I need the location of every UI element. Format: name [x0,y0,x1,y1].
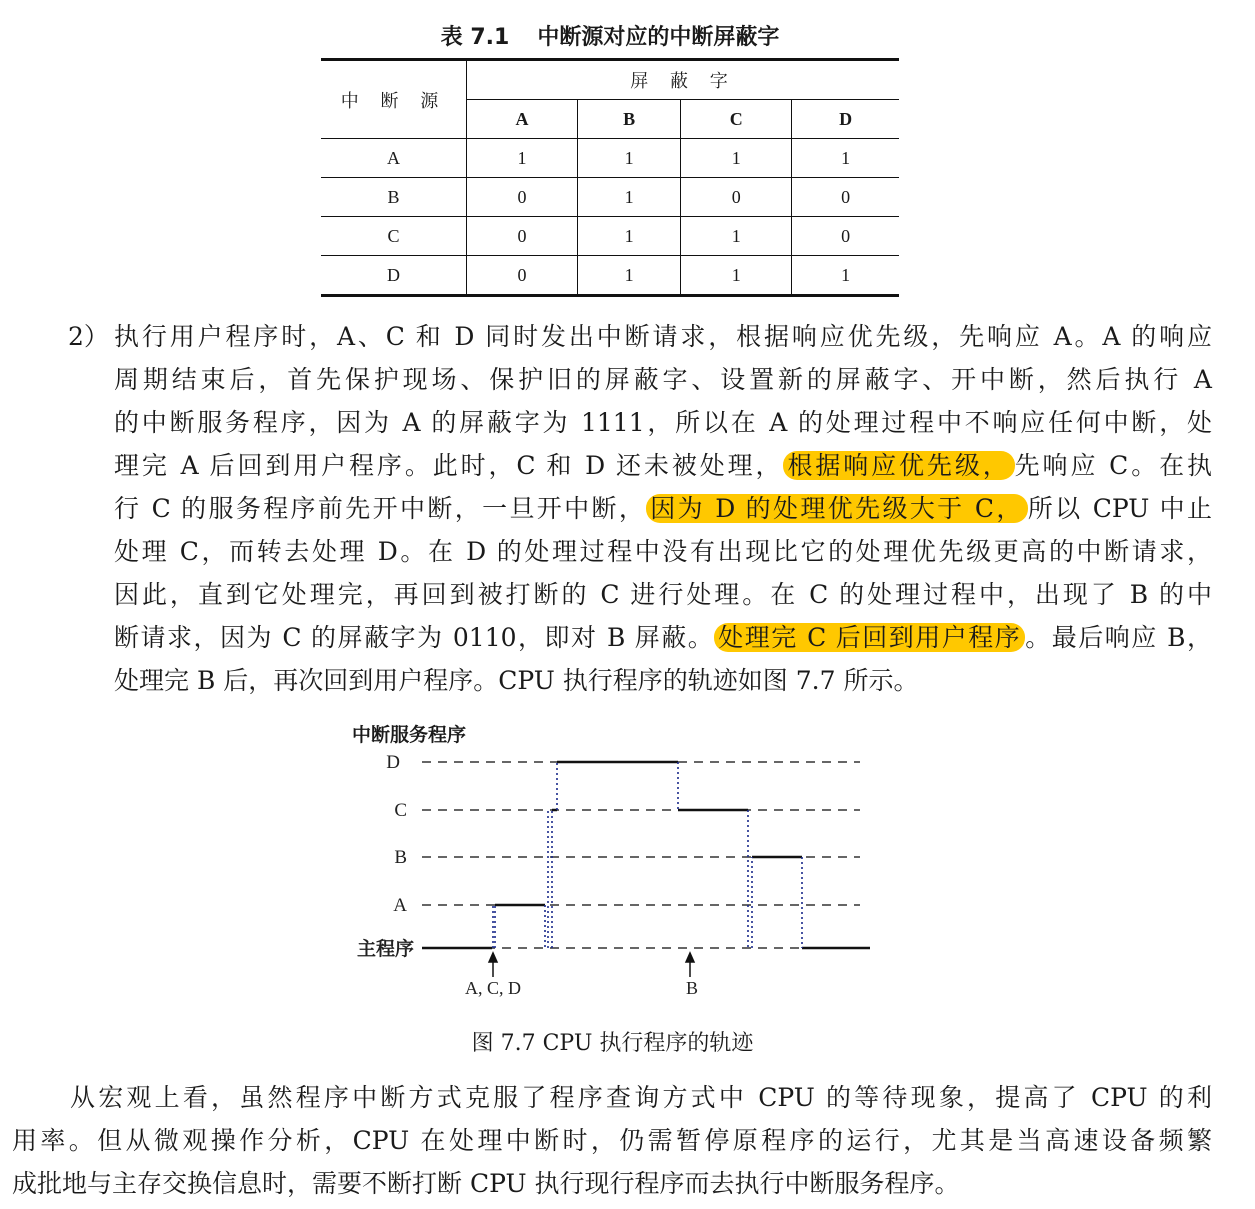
table-cell: 1 [578,139,681,178]
level-label-a: A [393,895,407,916]
highlight: 因为 D 的处理优先级大于 C， [646,494,1027,523]
table-cell: 0 [792,178,899,217]
text-segment: 先响应 C。在执 [1014,451,1213,480]
figure-caption: 图 7.7 CPU 执行程序的轨迹 [471,1031,754,1056]
paragraph-3 [12,1076,1212,1205]
text-line: 处理 C，而转去处理 D。在 D 的处理过程中没有出现比它的处理优先级更高的中断请求， [114,537,1212,566]
text-segment: 。最后响应 B， [1025,623,1213,652]
level-label-d: D [386,752,400,773]
text-line [114,487,1212,530]
table-cell: 1 [578,256,681,296]
row-source: A [321,139,467,178]
table-cell: 1 [792,256,899,296]
text-line: 处理完 B 后，再次回到用户程序。CPU 执行程序的轨迹如图 7.7 所示。 [114,666,919,695]
column-header: C [681,100,792,139]
column-header: D [792,100,899,139]
table-cell: 0 [467,178,578,217]
main-program-label: 主程序 [356,938,414,960]
text-line [114,616,1212,659]
mask-table [321,58,899,297]
table-caption [0,20,1220,51]
mask-header: 屏 蔽 字 [467,60,900,100]
source-header: 中 断 源 [321,60,467,139]
arrow-label-b: B [685,978,699,998]
text-line: 的中断服务程序，因为 A 的屏蔽字为 1111，所以在 A 的处理过程中不响应任何中断，处 [114,408,1212,437]
row-source: D [321,256,467,296]
table-cell: 0 [681,178,792,217]
table-cell: 0 [467,256,578,296]
column-header: A [467,100,578,139]
arrow-up-icon [489,953,497,962]
list-marker: 2） [68,322,109,351]
row-source: C [321,217,467,256]
table-row [321,217,899,256]
table-cell: 1 [792,139,899,178]
text-line: 因此，直到它处理完，再回到被打断的 C 进行处理。在 C 的处理过程中，出现了 B 的中 [114,580,1212,609]
highlight: 处理完 C 后回到用户程序 [714,623,1025,652]
arrow-up-icon [686,953,694,962]
text-line: 执行用户程序时，A、C 和 D 同时发出中断请求，根据响应优先级，先响应 A。A 的响应 [114,322,1212,351]
text-segment: 所以 CPU 中止 [1027,494,1213,523]
figure-y-title: 中断服务程序 [352,724,467,746]
table-cell: 0 [467,217,578,256]
row-source: B [321,178,467,217]
level-label-b: B [394,847,407,868]
text-line: 用率。但从微观操作分析，CPU 在处理中断时，仍需暂停原程序的运行，尤其是当高速设备频繁 [12,1126,1212,1155]
table-row [321,178,899,217]
table-cell: 0 [792,217,899,256]
table-cell: 1 [681,256,792,296]
table-cell: 1 [578,178,681,217]
text-segment: 理完 A 后回到用户程序。此时，C 和 D 还未被处理， [114,451,784,480]
text-line: 成批地与主存交换信息时，需要不断打断 CPU 执行现行程序而去执行中断服务程序。 [12,1169,960,1198]
table-row [321,256,899,296]
table-cell: 1 [467,139,578,178]
text-line [114,444,1212,487]
table-cell: 1 [681,217,792,256]
level-label-c: C [394,800,407,821]
text-line: 周期结束后，首先保护现场、保护旧的屏蔽字、设置新的屏蔽字、开中断，然后执行 A [114,365,1212,394]
table-title: 中断源对应的中断屏蔽字 [537,25,780,50]
table-cell: 1 [578,217,681,256]
arrow-label-acd: A, C, D [464,978,522,998]
table-number: 表 7.1 [440,25,510,50]
paragraph-2 [68,315,1213,702]
text-segment: 断请求，因为 C 的屏蔽字为 0110，即对 B 屏蔽。 [114,623,715,652]
table-row [321,139,899,178]
table-cell: 1 [681,139,792,178]
cpu-trace-figure [340,715,900,1015]
column-header: B [578,100,681,139]
text-line: 从宏观上看，虽然程序中断方式克服了程序查询方式中 CPU 的等待现象，提高了 CPU 的利 [70,1083,1212,1112]
highlight: 根据响应优先级， [783,451,1014,480]
text-segment: 行 C 的服务程序前先开中断，一旦开中断， [114,494,647,523]
